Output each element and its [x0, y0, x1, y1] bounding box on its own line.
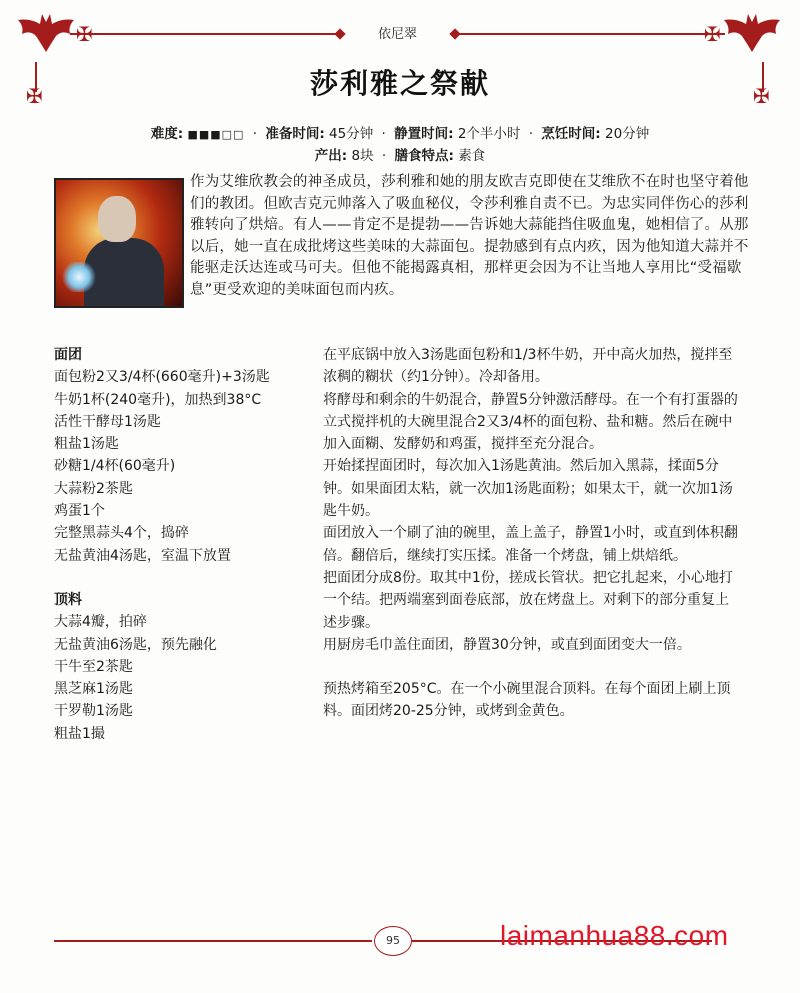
ingredient-item: 大蒜粉2茶匙	[54, 480, 133, 497]
ingredient-item: 粗盐1撮	[54, 725, 105, 742]
ingredients-list-dough	[54, 366, 304, 567]
portrait-face	[98, 196, 136, 242]
cross-ornament-icon: ✠	[76, 22, 93, 46]
instruction-step: 预热烤箱至205°C。在一个小碗里混合顶料。在每个面团上刷上顶料。面团烤20-25分钟，或烤到金黄色。	[323, 681, 731, 720]
prep-time-label: 准备时间:	[265, 126, 325, 142]
prep-time-value: 45分钟	[329, 126, 374, 142]
instructions-column	[323, 344, 741, 723]
diet-value: 素食	[458, 148, 486, 164]
header-rule-left	[70, 33, 340, 35]
diet-label: 膳食特点:	[394, 148, 454, 164]
ingredient-item: 黑芝麻1汤匙	[54, 681, 133, 698]
meta-bullet: ·	[381, 148, 387, 164]
cook-time-label: 烹饪时间:	[541, 126, 601, 142]
instruction-step: 用厨房毛巾盖住面团，静置30分钟，或直到面团变大一倍。	[323, 636, 691, 653]
ingredients-column	[54, 344, 304, 745]
ingredient-item: 鸡蛋1个	[54, 503, 105, 520]
ingredient-item: 粗盐1汤匙	[54, 436, 119, 453]
cross-ornament-icon: ✠	[753, 84, 770, 108]
ingredient-item: 牛奶1杯(240毫升)，加热到38°C	[54, 391, 262, 408]
ingredient-item: 完整黑蒜头4个，捣碎	[54, 525, 189, 542]
portrait-magic-glow	[62, 262, 96, 292]
ingredients-heading-dough: 面团	[54, 347, 82, 363]
ingredient-item: 面包粉2又3/4杯(660毫升)+3汤匙	[54, 369, 270, 386]
ingredient-item: 砂糖1/4杯(60毫升)	[54, 458, 176, 475]
header-rule-right	[455, 33, 725, 35]
running-head: 依尼翠	[377, 27, 417, 42]
recipe-meta-line-2	[0, 144, 800, 164]
cross-ornament-icon: ✠	[704, 22, 721, 46]
cook-time-value: 20分钟	[605, 126, 650, 142]
ingredient-item: 活性干酵母1汤匙	[54, 413, 161, 430]
ingredients-heading-topping: 顶料	[54, 591, 82, 608]
instruction-step: 在平底锅中放入3汤匙面包粉和1/3杯牛奶，开中高火加热，搅拌至浓稠的糊状（约1分钟）。冷却备用。	[323, 347, 733, 386]
recipe-intro: 作为艾维欣教会的神圣成员，莎利雅和她的朋友欧吉克即使在艾维欣不在时也坚守着他们的教团。但欧吉克元帅落入了吸血秘仪，令莎利雅自责不已。为忠实同伴伤心的莎利雅转向了烘焙。有人——肯定不是提勃——告诉她大蒜能挡住吸血鬼，她相信了。从那以后，她一直在成批烤这些美味的大蒜面包。提勃感到有点内疚，因为他知道大蒜并不能驱走沃达连或马可夫。但他不能揭露真相，那样更会因为不让当地人享用比“受福歇息”更受欢迎的美味面包而内疚。	[190, 174, 749, 298]
bat-ornament-icon	[716, 12, 788, 56]
meta-bullet: ·	[252, 126, 258, 142]
instruction-step: 面团放入一个刷了油的碗里，盖上盖子，静置1小时，或直到体积翻倍。翻倍后，继续打实压揉。准备一个烤盘，铺上烘焙纸。	[323, 525, 738, 564]
instruction-step: 将酵母和剩余的牛奶混合，静置5分钟激活酵母。在一个有打蛋器的立式搅拌机的大碗里混合2又3/4杯的面包粉、盐和糖。然后在碗中加入面糊、发酵奶和鸡蛋，搅拌至充分混合。	[323, 391, 738, 453]
cross-ornament-icon: ✠	[26, 84, 43, 108]
ingredient-item: 无盐黄油4汤匙，室温下放置	[54, 547, 231, 564]
yield-value: 8块	[351, 148, 374, 164]
meta-bullet: ·	[381, 126, 386, 142]
portrait-coat	[84, 238, 164, 308]
ingredient-item: 无盐黄油6汤匙，预先融化	[54, 636, 217, 653]
recipe-title: 莎利雅之祭献	[309, 67, 490, 100]
page-number: 95	[374, 926, 412, 956]
ingredient-item: 大蒜4瓣，拍碎	[54, 614, 147, 631]
difficulty-value: ■■■□□	[187, 128, 245, 141]
footer-rule-left	[54, 940, 372, 942]
recipe-meta-line-1	[0, 122, 800, 142]
ingredient-item: 干牛至2茶匙	[54, 658, 133, 675]
rest-time-label: 静置时间:	[394, 126, 454, 142]
difficulty-label: 难度:	[150, 126, 184, 142]
instruction-step: 把面团分成8份。取其中1份，搓成长管状。把它扎起来，小心地打一个结。把两端塞到面卷底部，放在烤盘上。对剩下的部分重复上述步骤。	[323, 569, 733, 631]
watermark: laimanhua88.com	[500, 920, 729, 951]
rest-time-value: 2个半小时	[457, 126, 521, 142]
meta-bullet: ·	[528, 126, 534, 142]
ingredient-item: 干罗勒1汤匙	[54, 703, 133, 720]
character-portrait	[54, 178, 184, 308]
instruction-step: 开始揉捏面团时，每次加入1汤匙黄油。然后加入黑蒜，揉面5分钟。如果面团太粘，就一次加1汤匙面粉；如果太干，就一次加1汤匙牛奶。	[323, 458, 733, 520]
yield-label: 产出:	[314, 148, 348, 164]
section-gap	[54, 567, 304, 589]
ingredients-list-topping	[54, 611, 304, 745]
step-gap	[323, 656, 741, 678]
